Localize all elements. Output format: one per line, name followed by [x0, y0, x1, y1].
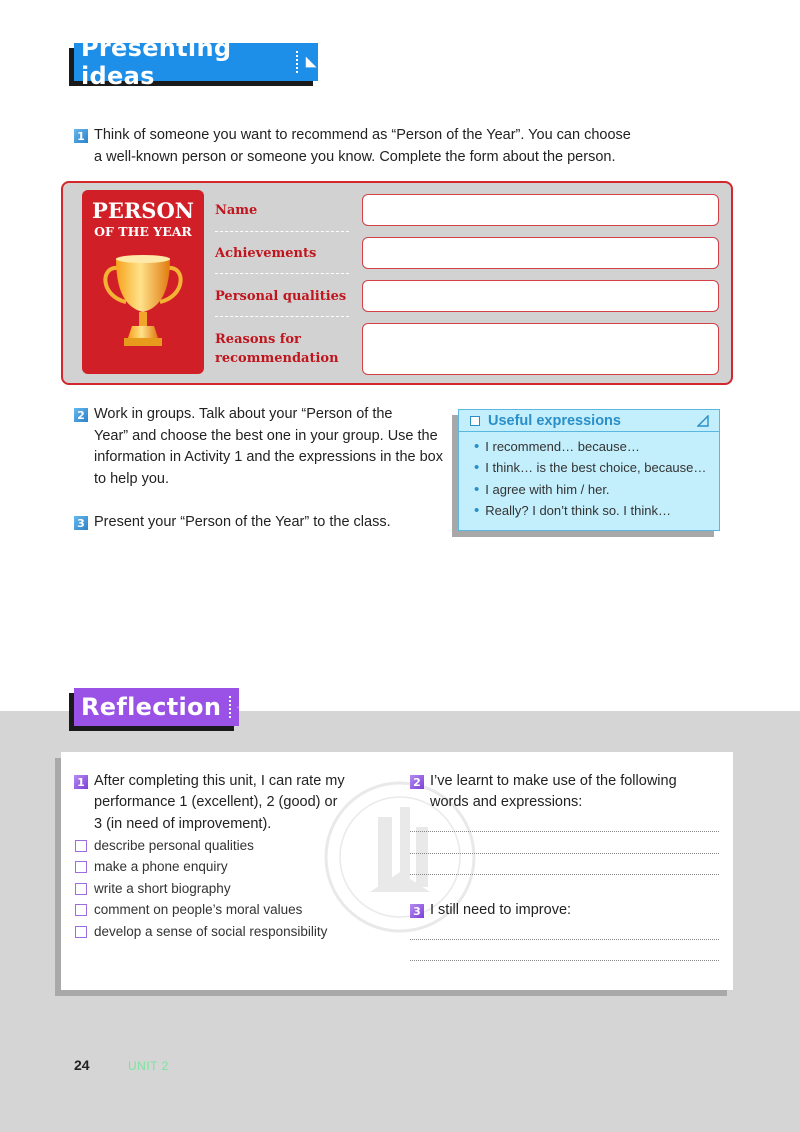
reflection-2-number: 2	[410, 775, 424, 789]
person-of-year-card	[82, 190, 204, 374]
square-icon	[470, 416, 480, 426]
name-field[interactable]	[362, 194, 719, 226]
card-title: PERSON	[92, 198, 194, 223]
writing-line[interactable]	[410, 853, 719, 854]
reflection-title: Reflection	[81, 693, 222, 721]
unit-label: UNIT 2	[128, 1059, 169, 1073]
checklist-item: make a phone enquiry	[94, 859, 228, 874]
activity-2-line2: Year” and choose the best one in your group. Use the	[94, 428, 438, 444]
writing-line[interactable]	[410, 874, 719, 875]
card-subtitle: OF THE YEAR	[94, 224, 192, 239]
activity-3-number: 3	[74, 516, 88, 530]
page-number: 24	[74, 1057, 90, 1073]
reflection-3-text: I still need to improve:	[430, 902, 572, 918]
trophy-icon	[96, 252, 190, 352]
up-triangle-icon	[237, 699, 239, 715]
activity-2-number: 2	[74, 408, 88, 422]
useful-expressions-title: Useful expressions	[488, 412, 621, 429]
checkbox[interactable]	[75, 926, 87, 938]
divider	[215, 316, 349, 317]
corner-triangle-icon	[697, 415, 709, 427]
expression-text: Really? I don’t think so. I think…	[485, 503, 671, 518]
activity-2-line3: information in Activity 1 and the expressions in the box	[94, 449, 443, 465]
expression-item: • I recommend… because…	[474, 438, 640, 455]
reasons-field[interactable]	[362, 323, 719, 375]
reflection-2-line2: words and expressions:	[430, 794, 583, 810]
expression-text: I think… is the best choice, because…	[485, 460, 707, 475]
expression-item: • Really? I don’t think so. I think…	[474, 502, 671, 519]
achievements-field[interactable]	[362, 237, 719, 269]
field-label-reasons-line1: Reasons for	[215, 332, 301, 347]
writing-line[interactable]	[410, 939, 719, 940]
reflection-1-line2: performance 1 (excellent), 2 (good) or	[94, 794, 338, 810]
checklist-item: describe personal qualities	[94, 838, 254, 853]
field-label-name: Name	[215, 203, 258, 218]
activity-3-text: Present your “Person of the Year” to the class.	[94, 514, 391, 530]
field-label-reasons-line2: recommendation	[215, 351, 339, 366]
presenting-ideas-title: Presenting ideas	[81, 34, 232, 90]
presenting-ideas-header	[74, 34, 318, 90]
reflection-1-number: 1	[74, 775, 88, 789]
checkbox[interactable]	[75, 883, 87, 895]
checkbox[interactable]	[75, 861, 87, 873]
checkbox[interactable]	[75, 904, 87, 916]
useful-expressions-header	[459, 410, 719, 432]
expression-text: I recommend… because…	[485, 439, 640, 454]
checkbox[interactable]	[75, 840, 87, 852]
activity-2-line4: to help you.	[94, 471, 169, 487]
reflection-1-line1: After completing this unit, I can rate my	[94, 773, 345, 789]
divider	[215, 273, 349, 274]
reflection-2-line1: I’ve learnt to make use of the following	[430, 773, 677, 789]
activity-1-number: 1	[74, 129, 88, 143]
expression-item: • I agree with him / her.	[474, 481, 610, 498]
activity-1-line1: Think of someone you want to recommend as “Person of the Year”. You can choose	[94, 127, 631, 143]
field-label-personal-qualities: Personal qualities	[215, 289, 347, 304]
corner-triangle-icon	[304, 54, 318, 70]
activity-1-line2: a well-known person or someone you know. Complete the form about the person.	[94, 149, 616, 165]
field-label-achievements: Achievements	[215, 246, 317, 261]
useful-expressions-box	[458, 409, 720, 531]
expression-item: • I think… is the best choice, because…	[474, 459, 707, 476]
personal-qualities-field[interactable]	[362, 280, 719, 312]
divider	[215, 231, 349, 232]
reflection-header	[74, 688, 239, 726]
checklist-item: write a short biography	[94, 881, 231, 896]
reflection-1-line3: 3 (in need of improvement).	[94, 816, 272, 832]
checklist-item: develop a sense of social responsibility	[94, 924, 328, 939]
expression-text: I agree with him / her.	[485, 482, 610, 497]
checklist-item: comment on people’s moral values	[94, 902, 303, 917]
writing-line[interactable]	[410, 831, 719, 832]
reflection-3-number: 3	[410, 904, 424, 918]
activity-2-line1: Work in groups. Talk about your “Person of the	[94, 406, 393, 422]
writing-line[interactable]	[410, 960, 719, 961]
